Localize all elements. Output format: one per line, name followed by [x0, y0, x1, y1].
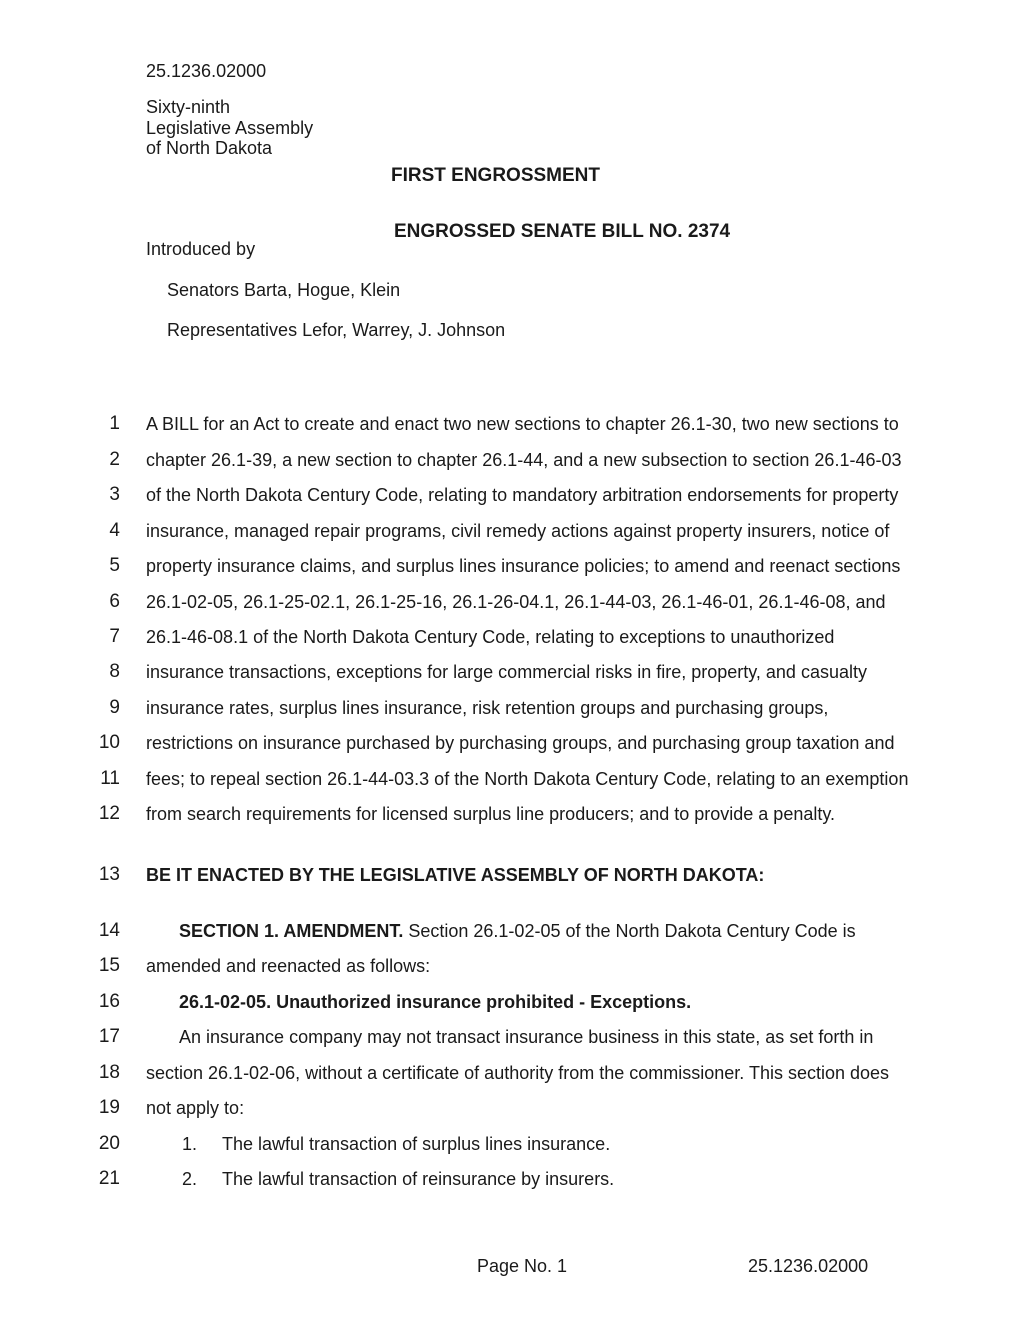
- bill-text-line: A BILL for an Act to create and enact two new sections to chapter 26.1-30, two new sections to: [146, 414, 899, 434]
- line-number: 2: [109, 449, 120, 470]
- bill-text-line: insurance, managed repair programs, civil remedy actions against property insurers, notice of: [146, 521, 890, 541]
- line-number: 21: [98, 1168, 120, 1189]
- engrossment-heading: FIRST ENGROSSMENT: [391, 165, 601, 186]
- section-heading-line: [179, 920, 856, 942]
- line-number: 1: [109, 413, 120, 434]
- line-number: 4: [109, 520, 120, 541]
- introduced-by-label: Introduced by: [146, 239, 256, 259]
- line-number: 5: [109, 555, 120, 576]
- assembly-block: [146, 97, 313, 159]
- bill-title: ENGROSSED SENATE BILL NO. 2374: [394, 221, 731, 242]
- line-number: 8: [109, 661, 120, 682]
- line-number: 9: [109, 697, 120, 718]
- line-number: 3: [109, 484, 120, 505]
- line-number: 11: [100, 768, 120, 789]
- bill-text-line: of the North Dakota Century Code, relating to mandatory arbitration endorsements for property: [146, 485, 899, 505]
- bill-text-line: 26.1-02-05, 26.1-25-02.1, 26.1-25-16, 26.1-26-04.1, 26.1-44-03, 26.1-46-01, 26.1-46-08, and: [146, 592, 886, 612]
- line-number: 18: [98, 1062, 120, 1083]
- bill-text-line: 26.1-46-08.1 of the North Dakota Century Code, relating to exceptions to unauthorized: [146, 627, 835, 647]
- section-text: Section 26.1-02-05 of the North Dakota Century Code is: [403, 921, 856, 941]
- line-number: 17: [98, 1026, 120, 1047]
- doc-id-header: 25.1236.02000: [146, 61, 267, 81]
- line-number: 14: [98, 920, 120, 941]
- bill-text-line: amended and reenacted as follows:: [146, 956, 431, 976]
- bill-text-line: fees; to repeal section 26.1-44-03.3 of the North Dakota Century Code, relating to an exemption: [146, 769, 909, 789]
- list-number: 1.: [182, 1134, 198, 1154]
- enacting-clause: BE IT ENACTED BY THE LEGISLATIVE ASSEMBLY OF NORTH DAKOTA:: [146, 865, 765, 885]
- line-number: 10: [98, 732, 120, 753]
- line-number: 13: [98, 864, 120, 885]
- senators-sponsors: Senators Barta, Hogue, Klein: [167, 280, 401, 300]
- assembly-line: of North Dakota: [146, 138, 273, 158]
- representatives-sponsors: Representatives Lefor, Warrey, J. Johnson: [167, 320, 506, 340]
- bill-text-line: property insurance claims, and surplus lines insurance policies; to amend and reenact sections: [146, 556, 901, 576]
- bill-text-line: insurance rates, surplus lines insurance, risk retention groups and purchasing groups,: [146, 698, 829, 718]
- doc-id-footer: 25.1236.02000: [748, 1256, 869, 1276]
- list-item-text: The lawful transaction of surplus lines insurance.: [222, 1134, 611, 1154]
- line-number: 15: [98, 955, 120, 976]
- section-label: SECTION 1. AMENDMENT.: [179, 921, 404, 941]
- code-section-title: 26.1-02-05. Unauthorized insurance prohibited - Exceptions.: [179, 992, 692, 1012]
- bill-text-line: chapter 26.1-39, a new section to chapter 26.1-44, and a new subsection to section 26.1-46-03: [146, 450, 902, 470]
- line-number: 19: [98, 1097, 120, 1118]
- line-number: 6: [109, 591, 120, 612]
- line-number: 7: [109, 626, 120, 647]
- line-number: 16: [98, 991, 120, 1012]
- line-number: 12: [98, 803, 120, 824]
- bill-text-line: insurance transactions, exceptions for large commercial risks in fire, property, and casualty: [146, 662, 867, 682]
- bill-text-line: section 26.1-02-06, without a certificate of authority from the commissioner. This section does: [146, 1063, 890, 1083]
- list-number: 2.: [182, 1169, 198, 1189]
- list-item-text: The lawful transaction of reinsurance by insurers.: [222, 1169, 615, 1189]
- bill-text-line: restrictions on insurance purchased by purchasing groups, and purchasing group taxation and: [146, 733, 895, 753]
- bill-text-line: from search requirements for licensed surplus line producers; and to provide a penalty.: [146, 804, 836, 824]
- page-number: Page No. 1: [477, 1256, 568, 1276]
- assembly-line: Legislative Assembly: [146, 117, 314, 138]
- assembly-line: Sixty-ninth: [146, 97, 231, 117]
- bill-text-line: not apply to:: [146, 1098, 245, 1118]
- bill-text-line: An insurance company may not transact insurance business in this state, as set forth in: [179, 1027, 874, 1047]
- line-number: 20: [98, 1133, 120, 1154]
